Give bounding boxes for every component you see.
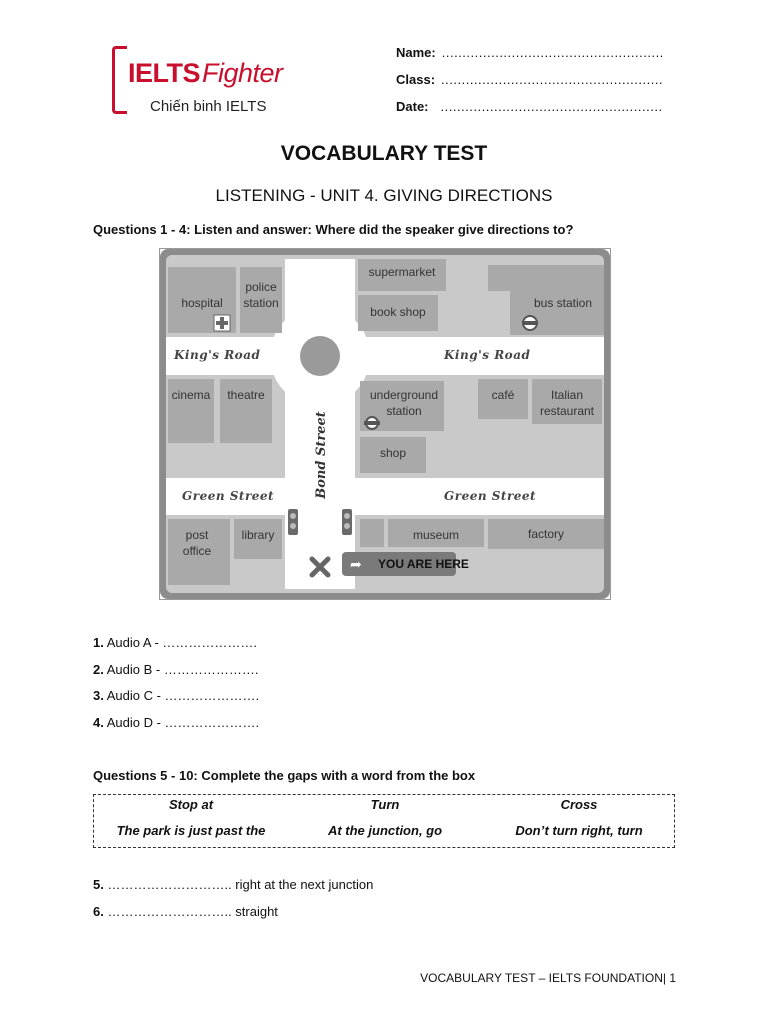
page-subtitle: LISTENING - UNIT 4. GIVING DIRECTIONS [215,186,553,205]
map-label-book-shop: book shop [370,305,426,319]
page-footer: VOCABULARY TEST – IELTS FOUNDATION| 1 [420,971,676,985]
logo-bracket [112,46,127,114]
map-label-cafe: café [491,388,515,402]
answer-line-1: 1. Audio A - …………………. [93,635,257,650]
map-label-shop: shop [379,446,407,460]
word-box-item: The park is just past the [116,823,266,838]
logo-wordmark: IELTSFighter [128,58,283,88]
map-label-post-office: post office [182,528,212,558]
class-field: Class: ...................................................... [396,72,664,87]
answer-line-2: 2. Audio B - …………………. [93,662,259,677]
map-label-supermarket: supermarket [368,265,436,279]
road-label-kings-road-west: King's Road [174,348,261,362]
road-label-green-street-west: Green Street [182,489,275,503]
road-label-bond-street: Bond Street [314,411,329,499]
map-label-underground-station: underground station [369,388,439,418]
map-label-theatre: theatre [227,388,265,402]
map-label-library: library [241,528,275,542]
map-label-factory: factory [527,527,564,541]
answer-line-5: 5. ……………………….. right at the next junction [93,877,374,892]
word-box-item: Turn [370,797,400,812]
answer-line-6: 6. ……………………….. straight [93,904,278,919]
page-title: VOCABULARY TEST [280,142,488,165]
map-label-hospital: hospital [181,296,223,310]
word-box-item: Don’t turn right, turn [515,823,643,838]
road-label-green-street-east: Green Street [444,489,537,503]
map-label-cinema: cinema [171,388,211,402]
answer-line-3: 3. Audio C - …………………. [93,688,260,703]
map-label-museum: museum [412,528,459,542]
you-are-here-marker: ➦ YOU ARE HERE [342,552,456,576]
section2-heading: Questions 5 - 10: Complete the gaps with a word from the box [93,768,476,783]
street-map [159,248,611,600]
word-box-item: Stop at [168,797,214,812]
map-label-bus-station: bus station [533,296,593,310]
answer-line-4: 4. Audio D - …………………. [93,715,260,730]
arrow-icon: ➦ [350,556,362,572]
word-box [93,794,675,848]
map-label-italian-restaurant: Italian restaurant [539,388,595,418]
name-field: Name: ...................................................... [396,45,664,60]
map-label-police-station: police station [243,280,279,310]
word-box-item: Cross [560,797,598,812]
word-box-item: At the junction, go [327,823,443,838]
date-field: Date: ...................................................... [396,99,663,114]
ielts-fighter-logo [112,40,312,120]
logo-tagline: Chiến binh IELTS [150,98,267,115]
section1-heading: Questions 1 - 4: Listen and answer: Where did the speaker give directions to? [93,222,574,237]
road-label-kings-road-east: King's Road [444,348,531,362]
